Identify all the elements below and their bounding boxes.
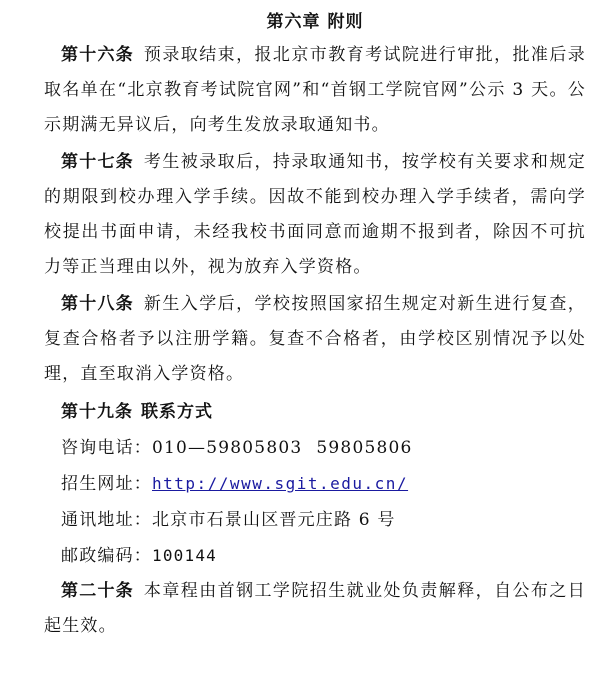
website-label: 招生网址： [61,474,152,494]
chapter-title: 第六章 附则 [266,12,364,32]
article-17 [44,145,586,285]
phone-number-1: 010—59805803 [152,438,303,458]
article-19-label: 第十九条 [61,402,133,422]
article-20 [44,574,586,644]
article-16-text: 预录取结束，报北京市教育考试院进行审批，批准后录取名单在“北京教育考试院官网”和“首钢工学院官网”公示 3 天。公示期满无异议后，向考生发放录取通知书。 [44,45,586,135]
article-18 [44,287,586,392]
article-16-label: 第十六条 [61,45,134,65]
article-16 [44,38,586,143]
article-20-label: 第二十条 [61,581,134,601]
postcode-line [44,538,586,574]
postcode-value: 100144 [152,546,217,565]
phone-label: 咨询电话： [61,438,152,458]
address-line [44,502,586,538]
phone-number-2: 59805806 [316,438,413,458]
website-link[interactable]: http://www.sgit.edu.cn/ [152,474,409,493]
address-value: 北京市石景山区晋元庄路 6 号 [152,510,396,530]
phone-line [44,430,586,466]
address-label: 通讯地址： [61,510,152,530]
article-20-text: 本章程由首钢工学院招生就业处负责解释，自公布之日起生效。 [44,581,586,636]
article-17-text: 考生被录取后，持录取通知书，按学校有关要求和规定的期限到校办理入学手续。因故不能到校办理入学手续者，需向学校提出书面申请，未经我校书面同意而逾期不报到者，除因不可抗力等正当理由以外，视为放弃入学资格。 [44,152,586,277]
article-18-text: 新生入学后，学校按照国家招生规定对新生进行复查，复查合格者予以注册学籍。复查不合格者，由学校区别情况予以处理，直至取消入学资格。 [44,294,586,384]
article-19-heading [44,394,586,430]
article-18-label: 第十八条 [61,294,134,314]
website-line [44,466,586,502]
article-17-label: 第十七条 [61,152,134,172]
contact-heading-text: 联系方式 [141,402,213,422]
postcode-label: 邮政编码： [61,546,152,566]
